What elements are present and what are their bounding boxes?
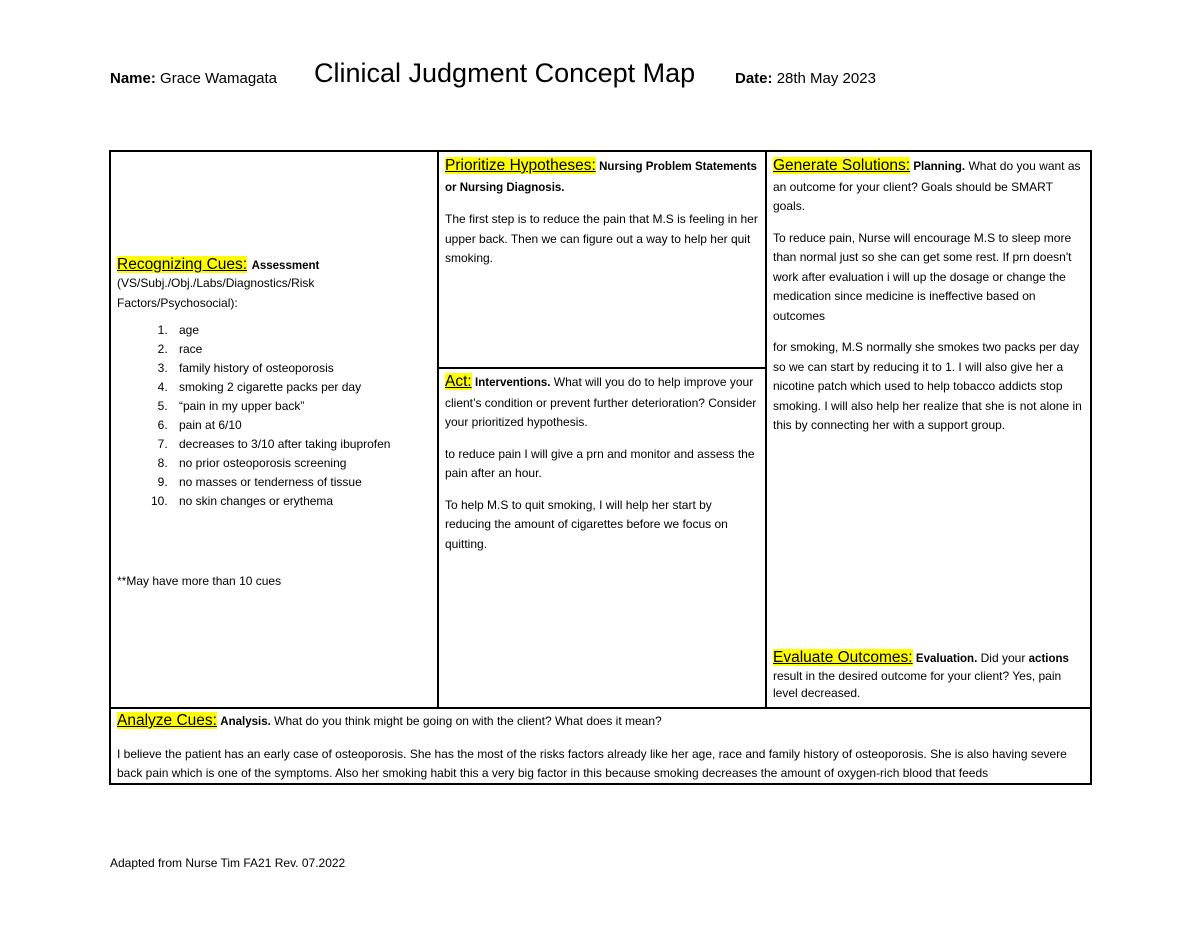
cue-item: 8. no prior osteoporosis screening [171,454,432,473]
analyze-cues-heading: Analyze Cues: [117,712,217,729]
cue-item: 4. smoking 2 cigarette packs per day [171,378,432,397]
act-paragraph-pain: to reduce pain I will give a prn and monitor and assess the pain after an hour. [445,446,755,480]
analyze-cues-subheading: Analysis. [220,716,271,728]
evaluate-outcomes-description-c: result in the desired outcome for your client? Yes, pain level decreased. [773,669,1062,700]
cue-item: 6. pain at 6/10 [171,416,432,435]
act-subheading: Interventions. [475,377,551,389]
cue-item: 9. no masses or tenderness of tissue [171,473,432,492]
cue-item: 5. “pain in my upper back” [171,397,432,416]
recognizing-cues-section [117,256,432,511]
evaluate-outcomes-section [773,649,1086,702]
middle-column [439,152,767,707]
act-section [445,372,761,554]
prioritize-hypotheses-body: The first step is to reduce the pain that M.S is feeling in her upper back. Then we can figure out a way to help her quit smoking. [445,212,758,265]
prioritize-hypotheses-subheading: Nursing Problem Statements or Nursing Diagnosis. [445,161,757,194]
concept-map-table [109,150,1092,785]
cue-list [117,321,432,511]
analyze-cues-body: I believe the patient has an early case of osteoporosis. She has the most of the risks factors already like her age, race and family history of osteoporosis. She is also having severe back pain which is one of the symptoms. Also her smoking habit this a very big factor in this because smoking decreases the amount of oxygen-rich blood that feeds [117,746,1067,780]
cue-item: 10. no skin changes or erythema [171,492,432,511]
cue-item: 1. age [171,321,432,340]
cue-item: 3. family history of osteoporosis [171,359,432,378]
evaluate-outcomes-description-b: actions [1028,653,1069,665]
generate-solutions-description: What do you want as an outcome for your client? Goals should be SMART goals. [773,159,1081,213]
footer-note: Adapted from Nurse Tim FA21 Rev. 07.2022 [110,856,346,870]
recognizing-cues-heading: Recognizing Cues: [117,256,248,273]
evaluate-outcomes-subheading: Evaluation. [915,653,978,665]
document-date [735,70,876,87]
recognizing-cues-subheading: Assessment [251,260,320,272]
generate-solutions-paragraph-smoking: for smoking, M.S normally she smokes two packs per day so we can start by reducing it to 1. I will also give her a nicotine patch which used to help tobacco addicts stop smoking. I will also help her realize that she is not alone in this by connecting her with a support group. [773,340,1082,432]
act-heading: Act: [445,373,472,390]
page-header [110,58,1010,98]
cues-note: **May have more than 10 cues [117,574,282,588]
right-column [767,152,1092,707]
page-title: Clinical Judgment Concept Map [314,58,696,88]
generate-solutions-paragraph-pain: To reduce pain, Nurse will encourage M.S to sleep more than normal just so she can get some rest. If prn doesn't work after evaluation i will up the dosage or change the medication since medicine is ineffective based on outcomes [773,230,1072,323]
recognizing-cues-description: (VS/Subj./Obj./Labs/Diagnostics/Risk Factors/Psychosocial): [117,276,315,310]
generate-solutions-subheading: Planning. [913,161,966,173]
prioritize-hypotheses-heading: Prioritize Hypotheses: [445,157,596,174]
student-name [110,70,277,87]
analyze-cues-cell [111,707,1090,783]
name-value: Grace Wamagata [160,70,278,87]
generate-solutions-heading: Generate Solutions: [773,157,911,174]
analyze-cues-description: What do you think might be going on with the client? What does it mean? [274,714,662,728]
date-value: 28th May 2023 [776,70,876,87]
recognizing-cues-cell [111,152,439,707]
act-description: What will you do to help improve your client’s condition or prevent further deterioration? Consider your prioritized hypothesis. [445,375,757,429]
generate-solutions-section [773,156,1086,436]
prioritize-hypotheses-section [445,156,761,269]
evaluate-outcomes-heading: Evaluate Outcomes: [773,649,913,666]
cue-item: 2. race [171,340,432,359]
evaluate-outcomes-description-a: Did your [980,651,1026,665]
cell-divider [439,367,765,369]
cue-item: 7. decreases to 3/10 after taking ibuprofen [171,435,432,454]
act-paragraph-smoking: To help M.S to quit smoking, I will help her start by reducing the amount of cigarettes before we focus on quitting. [445,497,728,551]
date-label: Date: [735,70,773,87]
name-label: Name: [110,70,156,87]
